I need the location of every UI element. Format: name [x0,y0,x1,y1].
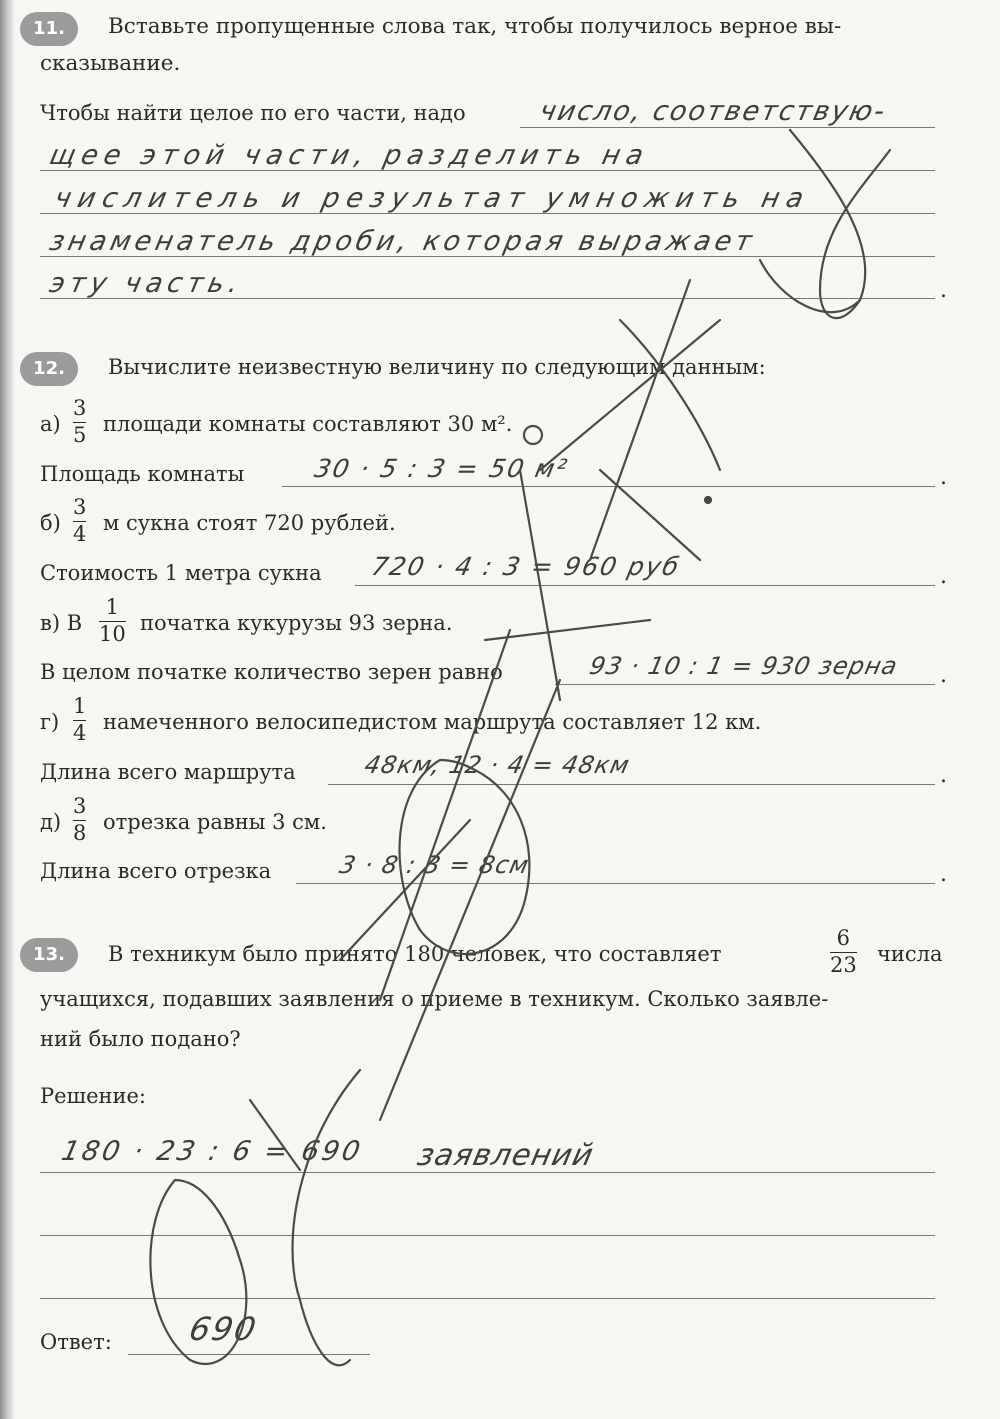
task-12b-handwriting: 720 · 4 : 3 = 960 руб [368,552,684,581]
task-13-text-line3: ний было подано? [40,1027,241,1051]
task-12a-answer-label: Площадь комнаты [40,462,245,486]
task-13-number-badge: 13. [20,938,78,972]
task-13-numerator: 6 [836,926,851,950]
task-11-text-line1: Вставьте пропущенные слова так, чтобы получилось верное вы- [108,14,842,39]
task-12a-statement: площади комнаты составляют 30 м². [103,412,513,436]
task-11-handwriting-1: число, соответствую- [536,96,890,127]
task-13-solution-handwriting: 180 · 23 : 6 = 690 [58,1136,366,1167]
task-12b-statement: м сукна стоят 720 рублей. [103,511,396,535]
task-13-solution-label: Решение: [40,1084,147,1108]
task-12a-period: . [940,465,947,490]
task-12a-numerator: 3 [73,396,87,420]
task-11-handwriting-5: эту часть. [46,268,246,299]
task-12c-answer-label: В целом початке количество зерен равно [40,660,503,684]
task-12c-handwriting: 93 · 10 : 1 = 930 зерна [587,652,901,680]
task-12a-denominator: 5 [73,423,87,447]
task-12c-numerator: 1 [105,595,120,619]
task-11-number-badge: 11. [20,12,78,46]
task-12a-letter: а) [40,412,61,436]
task-12b-period: . [940,564,947,589]
task-11-handwriting-4: знаменатель дроби, которая выражает [46,226,759,257]
task-12d-period: . [940,763,947,788]
task-13-answer-label: Ответ: [40,1330,112,1354]
task-12a-handwriting: 30 · 5 : 3 = 50 м² [311,454,572,483]
task-12d-numerator: 1 [73,694,87,718]
task-12c-statement: початка кукурузы 93 зерна. [140,611,453,635]
task-11-period: . [940,278,947,303]
task-12d-letter: г) [40,710,60,734]
task-12b-letter: б) [40,511,61,535]
task-12d-answer-label: Длина всего маршрута [40,760,296,784]
task-11-handwriting-2: щее этой части, разделить на [46,140,653,171]
task-11-prompt: Чтобы найти целое по его части, надо [40,101,466,125]
task-13-solution-word: заявлений [414,1138,598,1173]
task-12e-handwriting: 3 · 8 : 3 = 8см [337,851,532,879]
task-12e-period: . [940,862,947,887]
task-12c-denominator: 10 [99,622,126,646]
task-12e-numerator: 3 [73,794,87,818]
task-12d-denominator: 4 [73,721,87,745]
task-12e-statement: отрезка равны 3 см. [103,810,327,834]
task-12c-period: . [940,663,947,688]
task-12d-statement: намеченного велосипедистом маршрута составляет 12 км. [103,710,762,734]
task-13-answer-handwriting: 690 [185,1310,262,1348]
task-13-denominator: 23 [830,953,857,977]
task-12e-denominator: 8 [73,821,87,845]
task-12b-answer-label: Стоимость 1 метра сукна [40,561,322,585]
task-12c-letter: в) В [40,611,83,635]
task-11-text-line2: сказывание. [40,51,181,76]
task-13-text-line2: учащихся, подавших заявления о приеме в техникум. Сколько заявле- [40,987,829,1011]
task-13-text-line1: В техникум было принято 180 человек, что составляет [108,942,722,966]
task-12-title: Вычислите неизвестную величину по следующим данным: [108,355,766,379]
task-11-handwriting-3: числитель и результат умножить на [51,183,814,214]
task-12e-letter: д) [40,810,62,834]
task-12-number-badge: 12. [20,352,78,386]
task-12b-numerator: 3 [73,495,87,519]
task-12b-denominator: 4 [73,522,87,546]
task-12e-answer-label: Длина всего отрезка [40,859,272,883]
task-13-text-line1-end: числа [877,942,943,966]
task-12d-handwriting: 48км, 12 · 4 = 48км [362,751,633,779]
